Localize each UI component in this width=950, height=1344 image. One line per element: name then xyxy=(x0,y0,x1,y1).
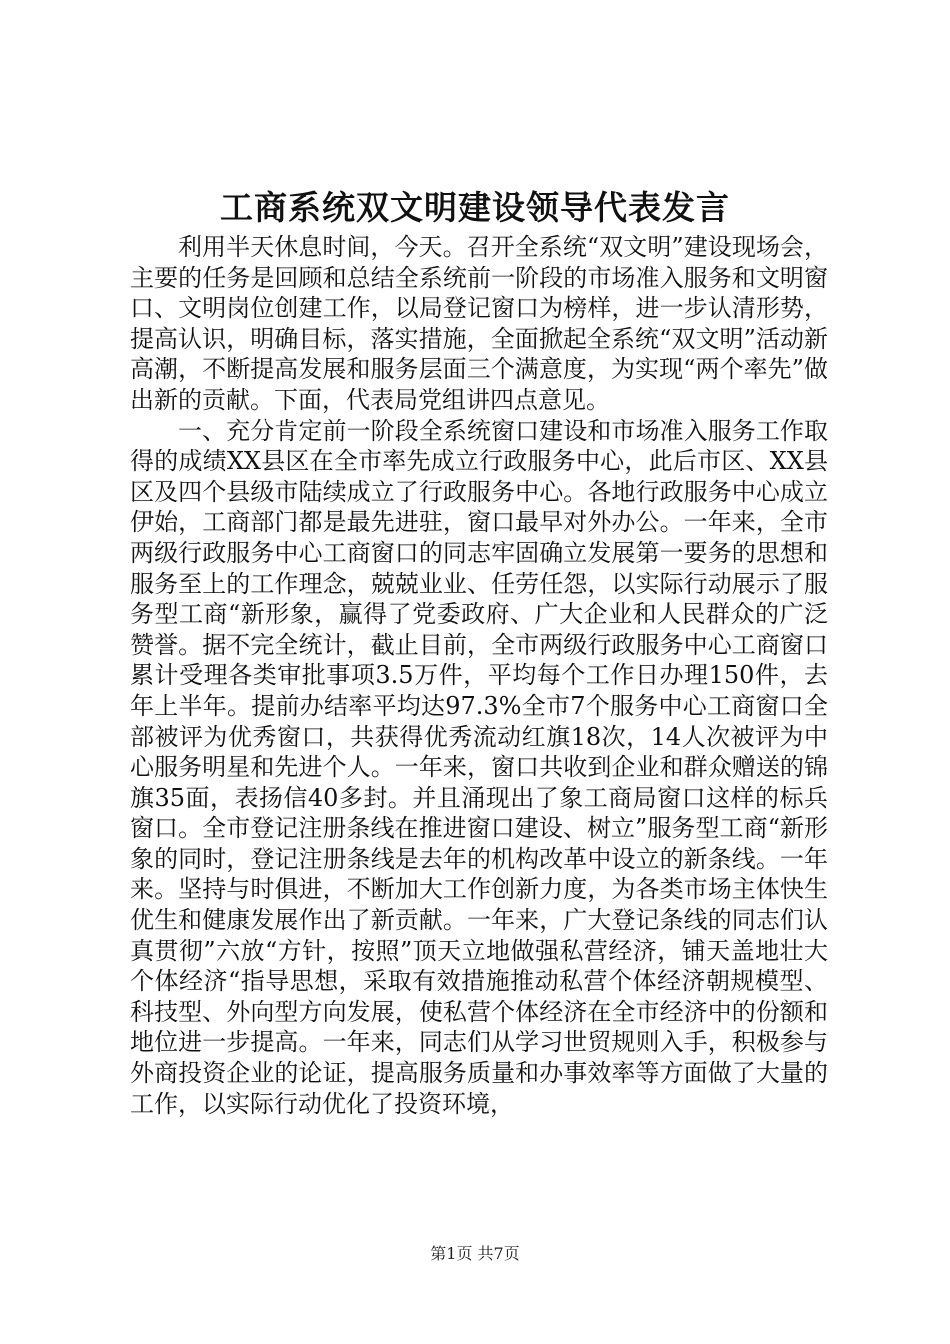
document-title: 工商系统双文明建设领导代表发言 xyxy=(220,188,730,227)
document-body xyxy=(130,232,828,1119)
paragraph-intro: 利用半天休息时间，今天。召开全系统“双文明”建设现场会，主要的任务是回顾和总结全系统前一阶段的市场准入服务和文明窗口、文明岗位创建工作，以局登记窗口为榜样，进一步认清形势，提高认识，明确目标，落实措施，全面掀起全系统“双文明”活动新高潮，不断提高发展和服务层面三个满意度，为实现“两个率先”做出新的贡献。下面，代表局党组讲四点意见。 xyxy=(130,233,828,414)
paragraph-section-one: 一、充分肯定前一阶段全系统窗口建设和市场准入服务工作取得的成绩XX县区在全市率先成立行政服务中心，此后市区、XX县区及四个县级市陆续成立了行政服务中心。各地行政服务中心成立伊始，工商部门都是最先进驻，窗口最早对外办公。一年来，全市两级行政服务中心工商窗口的同志牢固确立发展第一要务的思想和服务至上的工作理念，兢兢业业、任劳任怨，以实际行动展示了服务型工商“新形象，赢得了党委政府、广大企业和人民群众的广泛赞誉。据不完全统计，截止目前，全市两级行政服务中心工商窗口累计受理各类审批事项3.5万件，平均每个工作日办理150件，去年上半年。提前办结率平均达97.3%全市7个服务中心工商窗口全部被评为优秀窗口，共获得优秀流动红旗18次，14人次被评为中心服务明星和先进个人。一年来，窗口共收到企业和群众赠送的锦旗35面，表扬信40多封。并且涌现出了象工商局窗口这样的标兵窗口。全市登记注册条线在推进窗口建设、树立”服务型工商“新形象的同时，登记注册条线是去年的机构改革中设立的新条线。一年来。坚持与时俱进，不断加大工作创新力度，为各类市场主体快生优生和健康发展作出了新贡献。一年来，广大登记条线的同志们认真贯彻”六放“方针，按照”顶天立地做强私营经济，铺天盖地壮大个体经济“指导思想，采取有效措施推动私营个体经济朝规模型、科技型、外向型方向发展，使私营个体经济在全市经济中的份额和地位进一步提高。一年来，同志们从学习世贸规则入手，积极参与外商投资企业的论证，提高服务质量和办事效率等方面做了大量的工作，以实际行动优化了投资环境， xyxy=(130,416,828,1118)
page-number-footer: 第1页 共7页 xyxy=(430,1244,520,1263)
